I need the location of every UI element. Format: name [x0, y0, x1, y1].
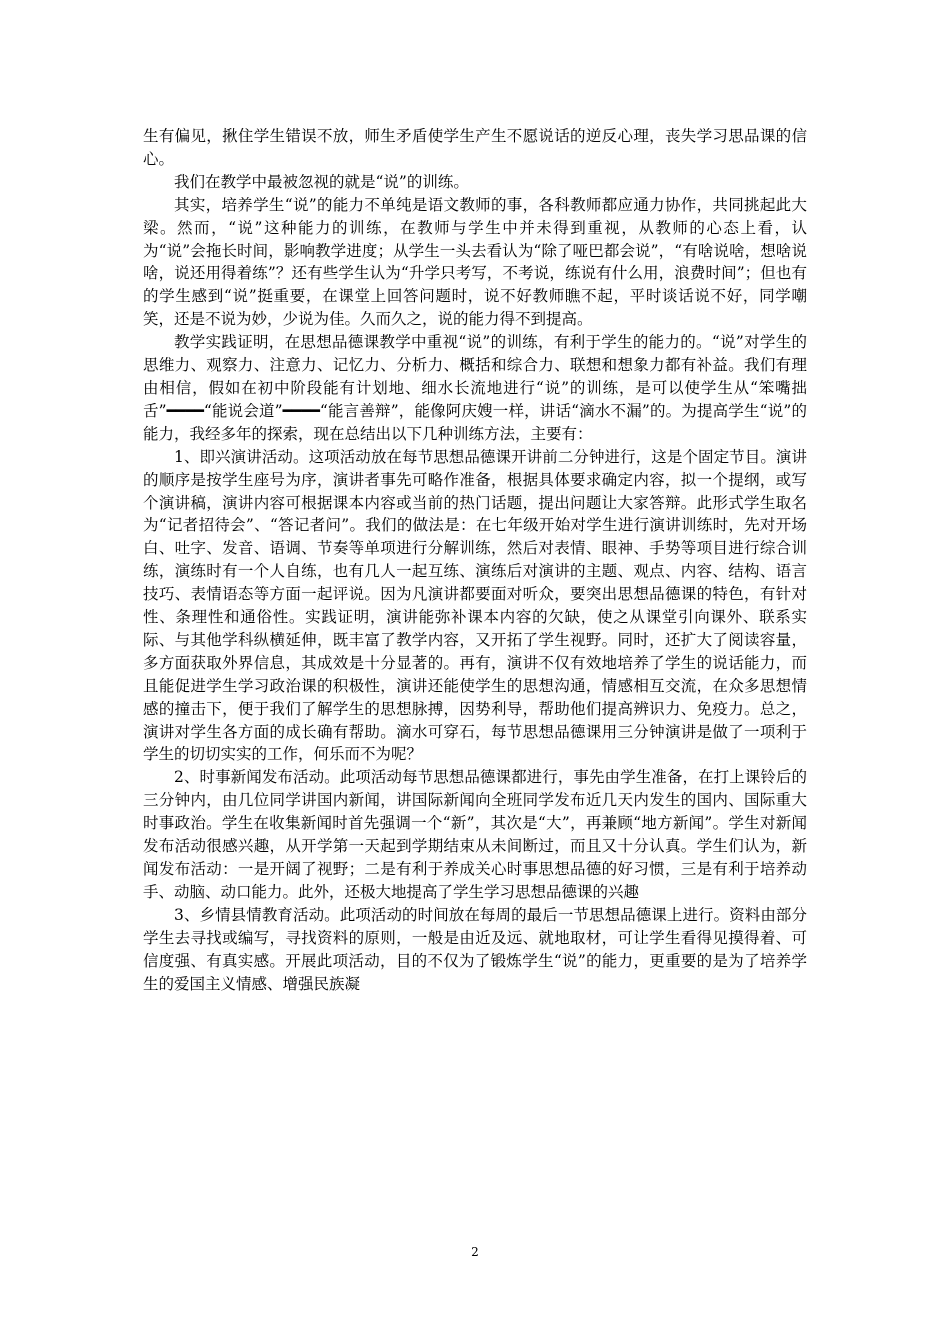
- paragraph-neglected-speaking: 我们在教学中最被忽视的就是“说”的训练。: [174, 172, 469, 191]
- paragraph-teaching-practice: 教学实践证明，在思想品德课教学中重视“说”的训练，有利于学生的能力的。“说”对学生的思维力、观察力、注意力、记忆力、分析力、概括和综合力、联想和想象力都有补益。我们有理由相信，假如在初中阶段能有计划地、细水长流地进行“说”的训练，是可以使学生从“笨嘴拙舌”━━━━“能说会道”━━━━“能言善辩”，能像阿庆嫂一样，讲话“滴水不漏”的。为提高学生“说”的能力，我经多年的探索，现在总结出以下几种训练方法，主要有：: [143, 333, 807, 443]
- document-body: [143, 125, 807, 995]
- paragraph-continuation: 生有偏见，揪住学生错误不放，师生矛盾使学生产生不愿说话的逆反心理，丧失学习思品课的信心。: [143, 127, 807, 168]
- paragraph-method-speech: 1、即兴演讲活动。这项活动放在每节思想品德课开讲前二分钟进行，这是个固定节目。演讲的顺序是按学生座号为序，演讲者事先可略作准备，根据具体要求确定内容，拟一个提纲，或写个演讲稿，演讲内容可根据课本内容或当前的热门话题，提出问题让大家答辩。此形式学生取名为“记者招待会”、“答记者问”。我们的做法是：在七年级开始对学生进行演讲训练时，先对开场白、吐字、发音、语调、节奏等单项进行分解训练，然后对表情、眼神、手势等项目进行综合训练，演练时有一个人自练，也有几人一起互练、演练后对演讲的主题、观点、内容、结构、语言技巧、表情语态等方面一起评说。因为凡演讲都要面对听众，要突出思想品德课的特色，有针对性、条理性和通俗性。实践证明，演讲能弥补课本内容的欠缺，使之从课堂引向课外、联系实际、与其他学科纵横延伸，既丰富了教学内容，又开拓了学生视野。同时，还扩大了阅读容量，多方面获取外界信息，其成效是十分显著的。再有，演讲不仅有效地培养了学生的说话能力，而且能促进学生学习政治课的积极性，演讲还能使学生的思想沟通，情感相互交流，在众多思想情感的撞击下，便于我们了解学生的思想脉搏，因势利导，帮助他们提高辨识力、免疫力。总之，演讲对学生各方面的成长确有帮助。滴水可穿石，每节思想品德课用三分钟演讲是做了一项利于学生的切切实实的工作，何乐而不为呢？: [143, 447, 807, 764]
- paragraph-method-local-education: 3、乡情县情教育活动。此项活动的时间放在每周的最后一节思想品德课上进行。资料由部分学生去寻找或编写，寻找资料的原则，一般是由近及远、就地取材，可让学生看得见摸得着、可信度强、有真实感。开展此项活动，目的不仅为了锻炼学生“说”的能力，更重要的是为了培养学生的爱国主义情感、增强民族凝: [143, 905, 807, 993]
- paragraph-method-news: 2、时事新闻发布活动。此项活动每节思想品德课都进行，事先由学生准备，在打上课铃后的三分钟内，由几位同学讲国内新闻，讲国际新闻向全班同学发布近几天内发生的国内、国际重大时事政治。学生在收集新闻时首先强调一个“新”，其次是“大”，再兼顾“地方新闻”。学生对新闻发布活动很感兴趣，从开学第一天起到学期结束从未间断过，而且又十分认真。学生们认为，新闻发布活动：一是开阔了视野；二是有利于养成关心时事思想品德的好习惯，三是有利于培养动手、动脑、动口能力。此外，还极大地提高了学生学习思想品德课的兴趣: [143, 768, 807, 901]
- paragraph-speaking-ability: 其实，培养学生“说”的能力不单纯是语文教师的事，各科教师都应通力协作，共同挑起此大梁。然而，“说”这种能力的训练，在教师与学生中并未得到重视，从教师的心态上看，认为“说”会拖长时间，影响教学进度；从学生一头去看认为“除了哑巴都会说”，“有啥说啥，想啥说啥，说还用得着练”？还有些学生认为“升学只考写，不考说，练说有什么用，浪费时间”；但也有的学生感到“说”挺重要，在课堂上回答问题时，说不好教师瞧不起，平时谈话说不好，同学嘲笑，还是不说为妙，少说为佳。久而久之，说的能力得不到提高。: [143, 195, 807, 329]
- page-number: 2: [471, 1245, 479, 1259]
